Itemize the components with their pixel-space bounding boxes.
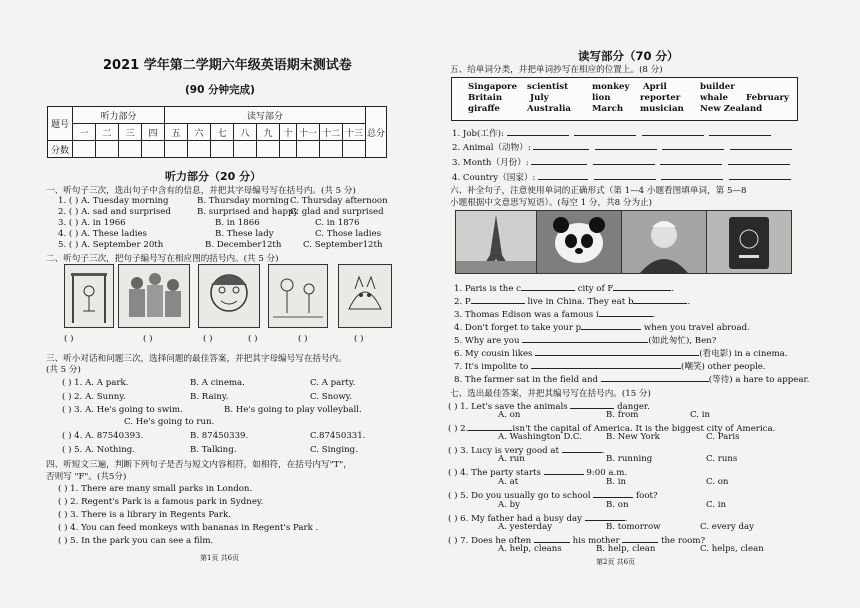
col-header: 八: [234, 124, 257, 141]
q-text: .: [601, 446, 605, 456]
sec5-title: 五、给单词分类，并把单词抄写在相应的位置上。(8 分): [450, 65, 663, 75]
answer-blank[interactable]: [709, 126, 771, 136]
answer-blank[interactable]: [660, 155, 722, 165]
sec7-q5-a: A. by: [498, 500, 521, 510]
sec2-bracket[interactable]: ( ): [248, 334, 258, 344]
col-header: 一: [73, 124, 96, 141]
sec4-item: ( ) 1. There are many small parks in London.: [58, 484, 253, 494]
rw-header: 读写部分: [165, 107, 366, 124]
sec3-item-b: B. 87450339.: [190, 431, 249, 441]
word: July: [530, 93, 549, 103]
sec1-item-b: B. December12th: [205, 240, 282, 250]
sec3-item-c: C. He's going to run.: [124, 417, 215, 427]
sec7-q3-b: B. running: [606, 454, 653, 464]
sec7-q1-b: B. from: [606, 410, 639, 420]
word: Singapore: [468, 82, 518, 92]
eiffel-tower-icon: [456, 211, 536, 273]
sec1-item-c: C. in 1876: [315, 218, 360, 228]
score-cell[interactable]: [234, 141, 257, 158]
sec3-item-b: B. He's going to play volleyball.: [224, 405, 362, 415]
sec3-item-a: ( ) 4. A. 87540393.: [62, 431, 144, 441]
category-animal: [452, 140, 792, 153]
word: builder: [700, 82, 735, 92]
sec6-title-cont: 小题根据中文意思写短语）。(每空 1 分，共8 分为止): [450, 198, 653, 208]
item-text: when you travel abroad.: [643, 323, 750, 333]
sec7-q4: [448, 465, 627, 478]
answer-blank[interactable]: [581, 320, 641, 330]
sec4-item: ( ) 2. Regent's Park is a famous park in Sydney.: [58, 497, 264, 507]
sec6-item-8: [454, 372, 809, 385]
sec1-item-b: B. in 1866: [215, 218, 260, 228]
passport-photo: [706, 210, 792, 274]
picture-1: [64, 264, 114, 328]
sec2-bracket[interactable]: ( ): [203, 334, 213, 344]
word: lion: [592, 93, 611, 103]
q-text: ( ) 1. Let's save the animals: [448, 402, 568, 412]
answer-blank[interactable]: [729, 170, 791, 180]
item-text: .: [652, 310, 656, 320]
sec6-item-7: [454, 359, 766, 372]
answer-blank[interactable]: [728, 155, 790, 165]
item-text: 7. It's impolite to: [454, 362, 529, 372]
sec1-item-a: 1. ( ) A. Tuesday morning: [58, 196, 169, 206]
edison-photo: [621, 210, 707, 274]
sec3-item-b: B. Rainy.: [190, 392, 229, 402]
sec7-q4-b: B. in: [606, 477, 627, 487]
cat-icon: [339, 265, 391, 327]
score-cell[interactable]: [211, 141, 234, 158]
category-country: [452, 170, 791, 183]
col-header: 十二: [320, 124, 343, 141]
sec7-q7: [448, 533, 705, 546]
sec7-q6-a: A. yesterday: [498, 522, 553, 532]
word: New Zealand: [700, 104, 763, 114]
col-header: 四: [142, 124, 165, 141]
word: reporter: [640, 93, 681, 103]
score-cell[interactable]: [343, 141, 366, 158]
col-header: 十三: [343, 124, 366, 141]
word: monkey: [592, 82, 630, 92]
sec6-item-4: [454, 320, 750, 333]
sec7-q4-c: C. on: [706, 477, 729, 487]
answer-blank[interactable]: [593, 155, 655, 165]
answer-blank[interactable]: [613, 281, 671, 291]
score-cell[interactable]: [119, 141, 142, 158]
item-text: (嘲笑) other people.: [681, 362, 766, 372]
sec2-bracket[interactable]: ( ): [143, 334, 153, 344]
score-cell[interactable]: [297, 141, 320, 158]
eiffel-tower-photo: [455, 210, 537, 274]
score-cell[interactable]: [142, 141, 165, 158]
q-text: his mother: [572, 536, 620, 546]
category-job: [452, 126, 771, 139]
score-cell[interactable]: [96, 141, 119, 158]
sec4-title-cont: 否则写 "F"。(共5分): [46, 472, 127, 482]
sec3-title: 三、听小对话和问题三次，选择问题的最佳答案，并把其字母编号写在括号内。: [46, 354, 347, 364]
portrait-icon: [622, 211, 706, 273]
col-header: 六: [188, 124, 211, 141]
sec3-item-c: C.87450331.: [310, 431, 366, 441]
word: giraffe: [468, 104, 500, 114]
family-icon: [269, 265, 327, 327]
sec7-q3: [448, 443, 604, 456]
item-text: (如此匆忙), Ben?: [648, 336, 717, 346]
page-footer-left: 第1页 共6页: [200, 554, 240, 562]
sec7-q5-c: C. in: [706, 500, 727, 510]
sec7-q7-c: C. helps, clean: [700, 544, 764, 554]
q-text: ( ) 6. My father had a busy day: [448, 514, 582, 524]
listening-header: 听力部分: [73, 107, 165, 124]
word: February: [746, 93, 789, 103]
sec6-title: 六、补全句子，注意使用单词的正确形式（第 1—4 小题看图填单词，第 5—8: [450, 186, 747, 196]
picture-2: [118, 264, 190, 328]
picture-3: [198, 264, 260, 328]
word: March: [592, 104, 624, 114]
col-header: 十: [280, 124, 297, 141]
sec2-title: 二、听句子三次，把句子编号写在相应图的括号内。(共 5 分): [46, 254, 279, 264]
item-text: 1. Paris is the c: [454, 284, 521, 294]
category-month: [452, 155, 790, 168]
answer-blank[interactable]: [544, 465, 584, 475]
picture-5: [338, 264, 392, 328]
sec1-item-c: C. Those ladies: [315, 229, 382, 239]
sec2-bracket[interactable]: ( ): [354, 334, 364, 344]
sec3-item-a: ( ) 3. A. He's going to swim.: [62, 405, 183, 415]
answer-blank[interactable]: [570, 399, 614, 409]
score-cell[interactable]: [188, 141, 211, 158]
col-header: 七: [211, 124, 234, 141]
q-text: foot?: [635, 491, 658, 501]
q-text: 9:00 a.m.: [586, 468, 628, 478]
answer-blank[interactable]: [661, 170, 723, 180]
q-text: isn't the capital of America. It is the biggest city of America.: [512, 424, 776, 434]
score-table: [47, 106, 387, 158]
sec6-item-5: [454, 333, 716, 346]
answer-blank[interactable]: [468, 421, 512, 431]
answer-blank[interactable]: [522, 333, 648, 343]
answer-blank[interactable]: [595, 140, 657, 150]
sec1-title: 一、听句子三次，选出句子中含有的信息，并把其字母编号写在括号内。(共 5 分): [46, 186, 356, 196]
q-text: ( ) 4. The party starts: [448, 468, 541, 478]
sec6-item-6: [454, 346, 787, 359]
sec3-item-c: C. Singing.: [310, 445, 358, 455]
sec1-item-a: 2. ( ) A. sad and surprised: [58, 207, 171, 217]
answer-blank[interactable]: [633, 294, 687, 304]
sec1-item-c: C. glad and surprised: [290, 207, 384, 217]
sec3-item-b: B. A cinema.: [190, 378, 245, 388]
answer-blank[interactable]: [642, 126, 704, 136]
col-header: 五: [165, 124, 188, 141]
item-text: 8. The farmer sat in the field and: [454, 375, 598, 385]
answer-blank[interactable]: [521, 281, 575, 291]
item-text: (等待) a hare to appear.: [708, 375, 810, 385]
sec4-item: ( ) 4. You can feed monkeys with bananas in Regent's Park .: [58, 523, 319, 533]
answer-blank[interactable]: [562, 443, 602, 453]
panda-icon: [537, 211, 621, 273]
category-label: 2. Animal（动物）:: [452, 143, 531, 153]
score-cell[interactable]: [165, 141, 188, 158]
exam-duration: (90 分钟完成): [185, 84, 255, 96]
col-header: 二: [96, 124, 119, 141]
item-text: 4. Don't forget to take your p: [454, 323, 582, 333]
sec7-q2-c: C. Paris: [706, 432, 740, 442]
q-text: ( ) 7. Does he often: [448, 536, 532, 546]
sec7-q1-c: C. in: [690, 410, 711, 420]
word: musician: [640, 104, 684, 114]
sec3-item-a: ( ) 1. A. A park.: [62, 378, 129, 388]
sec4-item: ( ) 5. In the park you can see a film.: [58, 536, 214, 546]
sec1-item-a: 4. ( ) A. These ladies: [58, 229, 147, 239]
q-text: ( ) 3. Lucy is very good at: [448, 446, 559, 456]
q-text: ( ) 5. Do you usually go to school: [448, 491, 591, 501]
girl-face-icon: [199, 265, 259, 327]
answer-blank[interactable]: [662, 140, 724, 150]
sec1-item-b: B. surprised and happy: [197, 207, 299, 217]
sec1-item-a: 3. ( ) A. in 1966: [58, 218, 126, 228]
category-label: 3. Month（月份）:: [452, 158, 529, 168]
sec7-q4-a: A. at: [498, 477, 519, 487]
swing-icon: [65, 265, 113, 327]
sec7-q3-c: C. runs: [706, 454, 738, 464]
sec1-item-c: C. September12th: [303, 240, 383, 250]
answer-blank[interactable]: [538, 170, 588, 180]
sec1-item-b: B. Thursday morning: [197, 196, 290, 206]
answer-blank[interactable]: [471, 294, 525, 304]
sec7-q7-a: A. help, cleans: [498, 544, 562, 554]
sec7-q7-b: B. help, clean: [596, 544, 656, 554]
sec6-item-2: [454, 294, 690, 307]
sec6-item-1: [454, 281, 674, 294]
fenshu-label: 分数: [48, 141, 73, 158]
answer-blank[interactable]: [593, 488, 633, 498]
exam-title: 2021 学年第二学期六年级英语期末测试卷: [103, 58, 352, 73]
answer-blank[interactable]: [730, 140, 792, 150]
q-text: the room?: [661, 536, 706, 546]
answer-blank[interactable]: [531, 359, 681, 369]
answer-blank[interactable]: [531, 155, 587, 165]
picture-4: [268, 264, 328, 328]
sec7-q6-c: C. every day: [700, 522, 754, 532]
sec1-item-b: B. These lady: [215, 229, 274, 239]
score-cell[interactable]: [73, 141, 96, 158]
category-label: 4. Country（国家）:: [452, 173, 536, 183]
score-cell[interactable]: [280, 141, 297, 158]
sec2-bracket[interactable]: ( ): [64, 334, 74, 344]
q-text: .: [624, 514, 628, 524]
item-text: 2. P: [454, 297, 471, 307]
answer-blank[interactable]: [599, 307, 653, 317]
item-text: 3. Thomas Edison was a famous i: [454, 310, 599, 320]
answer-blank[interactable]: [594, 170, 656, 180]
item-text: (看电影) in a cinema.: [699, 349, 788, 359]
answer-blank[interactable]: [535, 346, 699, 356]
word: Australia: [527, 104, 571, 114]
item-text: city of F: [577, 284, 614, 294]
answer-blank[interactable]: [601, 372, 709, 382]
category-label: 1. Job(工作):: [452, 129, 504, 139]
sec3-item-a: ( ) 5. A. Nothing.: [62, 445, 135, 455]
item-text: 6. My cousin likes: [454, 349, 533, 359]
score-cell[interactable]: [257, 141, 280, 158]
sec7-q6-b: B. tomorrow: [606, 522, 661, 532]
sec1-item-c: C. Thursday afternoon: [290, 196, 388, 206]
word: whale: [700, 93, 728, 103]
listening-title: 听力部分（20 分）: [165, 170, 262, 183]
sec4-item: ( ) 3. There is a library in Regents Park.: [58, 510, 231, 520]
sec4-title: 四、听短文三遍，判断下列句子是否与短文内容相符，如相符，在括号内写"T"，: [46, 460, 352, 470]
sec3-item-a: ( ) 2. A. Sunny.: [62, 392, 126, 402]
word: scientist: [527, 82, 569, 92]
sec7-q1-a: A. on: [498, 410, 521, 420]
sec6-item-3: [454, 307, 655, 320]
q-text: ( ) 2.: [448, 424, 469, 434]
people-icon: [119, 265, 189, 327]
sec3-title-cont: (共 5 分): [46, 365, 81, 375]
answer-blank[interactable]: [622, 533, 658, 543]
score-cell[interactable]: [320, 141, 343, 158]
page-footer-right: 第2页 共6页: [596, 558, 636, 566]
sec3-item-c: C. Snowy.: [310, 392, 353, 402]
word: Britain: [468, 93, 503, 103]
passport-icon: [707, 211, 791, 273]
sec7-q2-a: A. Washington D.C.: [498, 432, 582, 442]
rw-title: 读写部分（70 分）: [578, 49, 679, 63]
total-label: 总分: [366, 107, 387, 158]
q-text: danger.: [617, 402, 650, 412]
sec1-item-a: 5. ( ) A. September 20th: [58, 240, 164, 250]
item-text: live in China. They eat b: [527, 297, 634, 307]
sec2-bracket[interactable]: ( ): [298, 334, 308, 344]
answer-blank[interactable]: [533, 140, 589, 150]
sec7-q2-b: B. New York: [606, 432, 660, 442]
panda-photo: [536, 210, 622, 274]
answer-blank[interactable]: [574, 126, 636, 136]
item-text: .: [687, 297, 691, 307]
sec3-item-b: B. Talking.: [190, 445, 237, 455]
word: April: [643, 82, 667, 92]
answer-blank[interactable]: [507, 126, 569, 136]
answer-blank[interactable]: [585, 511, 625, 521]
item-text: 5. Why are you: [454, 336, 520, 346]
tihao-label: 题号: [48, 107, 73, 141]
col-header: 三: [119, 124, 142, 141]
sec3-item-c: C. A party.: [310, 378, 356, 388]
sec7-q3-a: A. run: [498, 454, 525, 464]
col-header: 十一: [297, 124, 320, 141]
sec7-q5-b: B. on: [606, 500, 629, 510]
col-header: 九: [257, 124, 280, 141]
answer-blank[interactable]: [534, 533, 570, 543]
item-text: .: [671, 284, 675, 294]
sec7-title: 七、选出最佳答案，并把其编号写在括号内。(15 分): [450, 389, 651, 399]
